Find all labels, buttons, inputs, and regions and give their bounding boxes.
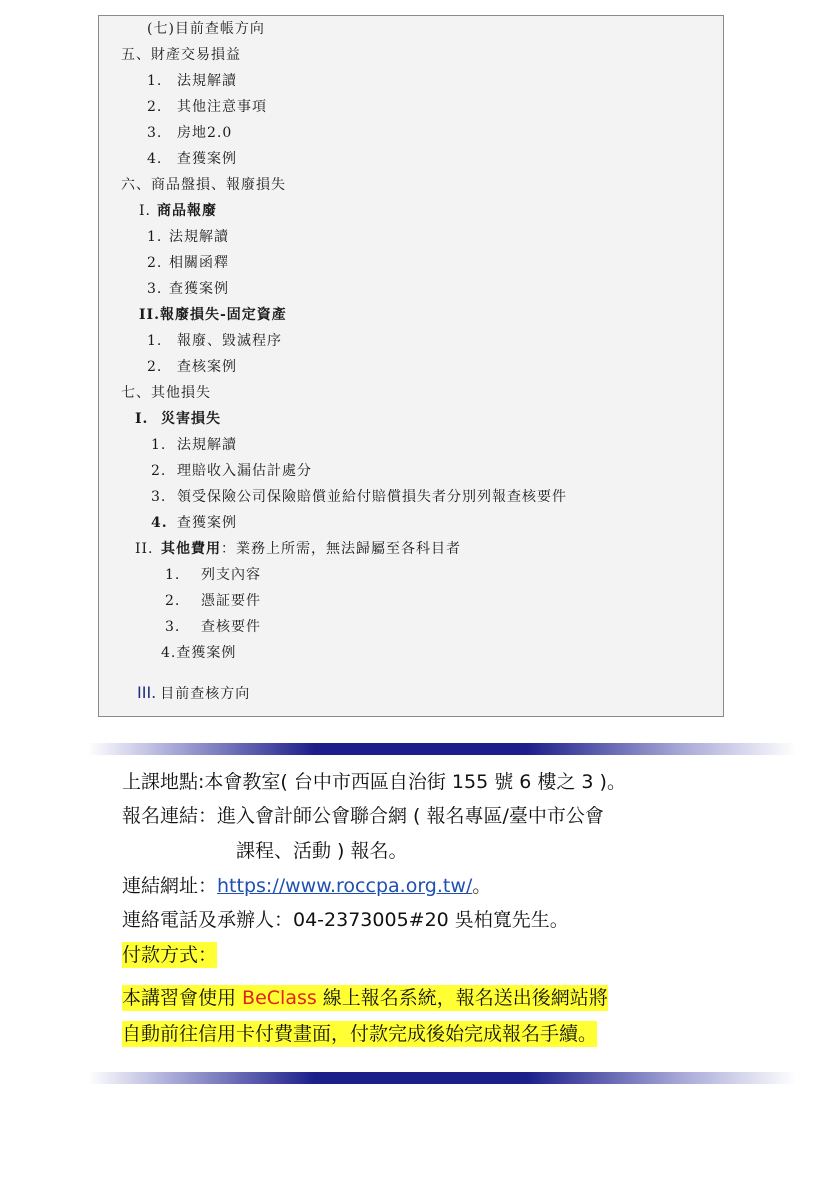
outline-line: 4. 查獲案例: [147, 151, 237, 167]
outline-line: 4.查獲案例: [161, 645, 237, 661]
outline-line: 2. 理賠收入漏估計處分: [151, 463, 312, 479]
outline-line: I. 災害損失: [135, 411, 221, 427]
outline-line: 3. 查核要件: [165, 619, 261, 635]
outline-line: 3. 查獲案例: [147, 281, 229, 297]
outline-line: III. 目前查核方向: [137, 683, 251, 702]
payment-line-1: 本講習會使用 BeClass 線上報名系統，報名送出後網站將: [122, 987, 608, 1009]
outline-line: II. 其他費用：業務上所需，無法歸屬至各科目者: [135, 541, 461, 557]
location-line: 上課地點:本會教室( 台中市西區自治街 155 號 6 樓之 3 )。: [122, 771, 626, 793]
url-line: 連結網址：https://www.roccpa.org.tw/。: [122, 875, 492, 897]
outline-line: 七、其他損失: [121, 385, 211, 401]
outline-line: 1. 法規解讀: [147, 229, 229, 245]
roccpa-link[interactable]: https://www.roccpa.org.tw/: [217, 875, 473, 897]
outline-line: 1. 報廢、毀滅程序: [147, 333, 282, 349]
outline-line: 3. 領受保險公司保險賠償並給付賠償損失者分別列報查核要件: [151, 489, 567, 505]
signup-line: 報名連結：進入會計師公會聯合網 ( 報名專區/臺中市公會: [122, 805, 604, 827]
outline-line: 1. 列支內容: [165, 567, 261, 583]
contact-line: 連絡電話及承辦人：04-2373005#20 吳柏寬先生。: [122, 909, 569, 931]
outline-line: 2. 憑証要件: [165, 593, 261, 609]
outline-line: 2. 相關函釋: [147, 255, 229, 271]
outline-line: 1. 法規解讀: [147, 73, 237, 89]
outline-line: 六、商品盤損、報廢損失: [121, 177, 286, 193]
outline-line: 2. 查核案例: [147, 359, 237, 375]
payment-label: 付款方式：: [122, 944, 218, 966]
outline-line: 五、財產交易損益: [121, 47, 241, 63]
payment-line-2: 自動前往信用卡付費畫面，付款完成後始完成報名手續。: [122, 1023, 598, 1045]
outline-line: II.報廢損失-固定資產: [139, 307, 287, 323]
outline-line: 4. 查獲案例: [151, 515, 237, 531]
outline-line: (七)目前查帳方向: [147, 21, 265, 37]
outline-line: 1. 法規解讀: [151, 437, 237, 453]
outline-box: [98, 15, 724, 717]
divider-bar-bottom: [88, 1072, 796, 1084]
signup-line-cont: 課程、活動 ) 報名。: [236, 840, 408, 862]
divider-bar-top: [88, 743, 796, 755]
outline-line: 3. 房地2.0: [147, 125, 233, 141]
outline-line: I. 商品報廢: [139, 203, 217, 219]
outline-line: 2. 其他注意事項: [147, 99, 267, 115]
